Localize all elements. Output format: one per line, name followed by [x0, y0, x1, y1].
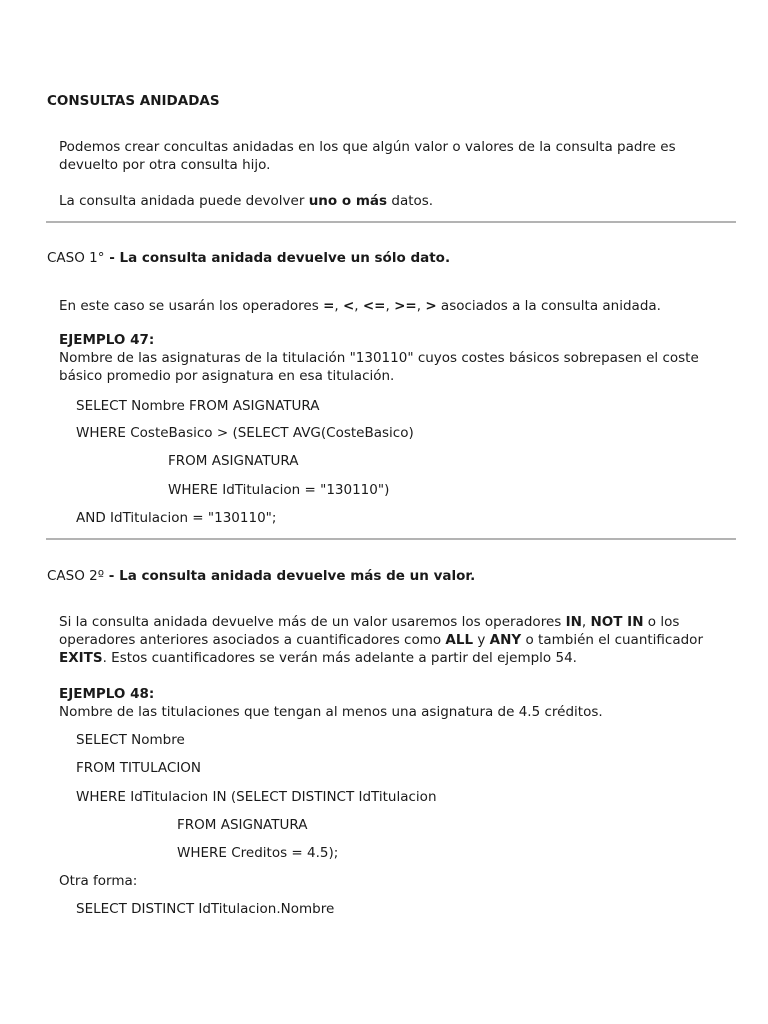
code-line: WHERE CosteBasico > (SELECT AVG(CosteBasico)	[76, 425, 414, 441]
code-line: SELECT Nombre FROM ASIGNATURA	[76, 398, 320, 414]
code-line: WHERE IdTitulacion IN (SELECT DISTINCT IdTitulacion	[76, 789, 437, 805]
caso2-label: CASO 2º	[47, 568, 105, 584]
quantifier-exits: EXITS	[59, 650, 103, 666]
caso2-desc-text: ,	[581, 614, 591, 630]
code-line: FROM TITULACION	[76, 760, 202, 776]
code-line: SELECT Nombre	[76, 732, 185, 748]
caso1-description	[59, 297, 661, 315]
caso1-title: - La consulta anidada devuelve un sólo dato.	[104, 250, 451, 266]
caso1-heading	[47, 249, 450, 267]
operator-le: <=	[362, 298, 386, 314]
other-form-label: Otra forma:	[59, 873, 138, 889]
intro-text: La consulta anidada puede devolver	[59, 193, 309, 209]
operator-not-in: NOT IN	[590, 614, 644, 630]
example-48-description: Nombre de las titulaciones que tengan al menos una asignatura de 4.5 créditos.	[59, 704, 603, 720]
quantifier-all: ALL	[445, 632, 474, 648]
operator-separator: ,	[416, 298, 426, 314]
caso2-desc-text: o también el cuantificador	[521, 632, 703, 648]
code-line: FROM ASIGNATURA	[168, 453, 299, 469]
caso2-desc-text: . Estos cuantificadores se verán más adelante a partir del ejemplo 54.	[102, 650, 577, 666]
quantifier-any: ANY	[489, 632, 522, 648]
example-47-title: EJEMPLO 47:	[59, 332, 155, 348]
intro-paragraph: Podemos crear concultas anidadas en los que algún valor o valores de la consulta padre es devuelto por otra consulta hijo.	[59, 139, 676, 173]
code-line: WHERE IdTitulacion = "130110")	[168, 482, 390, 498]
caso1-label: CASO 1°	[47, 250, 105, 266]
caso2-desc-text: y	[473, 632, 490, 648]
code-line: WHERE Creditos = 4.5);	[177, 845, 339, 861]
operator-separator: ,	[385, 298, 395, 314]
caso2-title: - La consulta anidada devuelve más de un valor.	[104, 568, 476, 584]
operator-separator: ,	[334, 298, 343, 314]
example-48-title: EJEMPLO 48:	[59, 686, 155, 702]
operator-in: IN	[565, 614, 582, 630]
caso2-description	[59, 613, 719, 667]
intro-text-end: datos.	[387, 193, 434, 209]
caso1-desc-text-end: asociados a la consulta anidada.	[436, 298, 661, 314]
operator-separator: ,	[354, 298, 363, 314]
caso2-heading	[47, 567, 475, 585]
caso2-desc-text: Si la consulta anidada devuelve más de un valor usaremos los operadores	[59, 614, 566, 630]
intro-amount-paragraph	[59, 192, 709, 210]
section-divider	[46, 538, 736, 540]
operator-eq: =	[323, 298, 335, 314]
code-line: FROM ASIGNATURA	[177, 817, 308, 833]
example-47-description: Nombre de las asignaturas de la titulación "130110" cuyos costes básicos sobrepasen el coste básico promedio por asignatura en esa titulación.	[59, 350, 699, 384]
section-divider	[46, 221, 736, 223]
intro-bold: uno o más	[308, 193, 388, 209]
code-line: SELECT DISTINCT IdTitulacion.Nombre	[76, 901, 335, 917]
code-line: AND IdTitulacion = "130110";	[76, 510, 277, 526]
operator-gt: >	[425, 298, 437, 314]
caso1-desc-text: En este caso se usarán los operadores	[59, 298, 324, 314]
operator-ge: >=	[394, 298, 417, 314]
caso2-desc-text: o los operadores anteriores asociados a cuantificadores como	[59, 614, 680, 648]
page-title: CONSULTAS ANIDADAS	[47, 93, 220, 109]
operator-lt: <	[342, 298, 355, 314]
